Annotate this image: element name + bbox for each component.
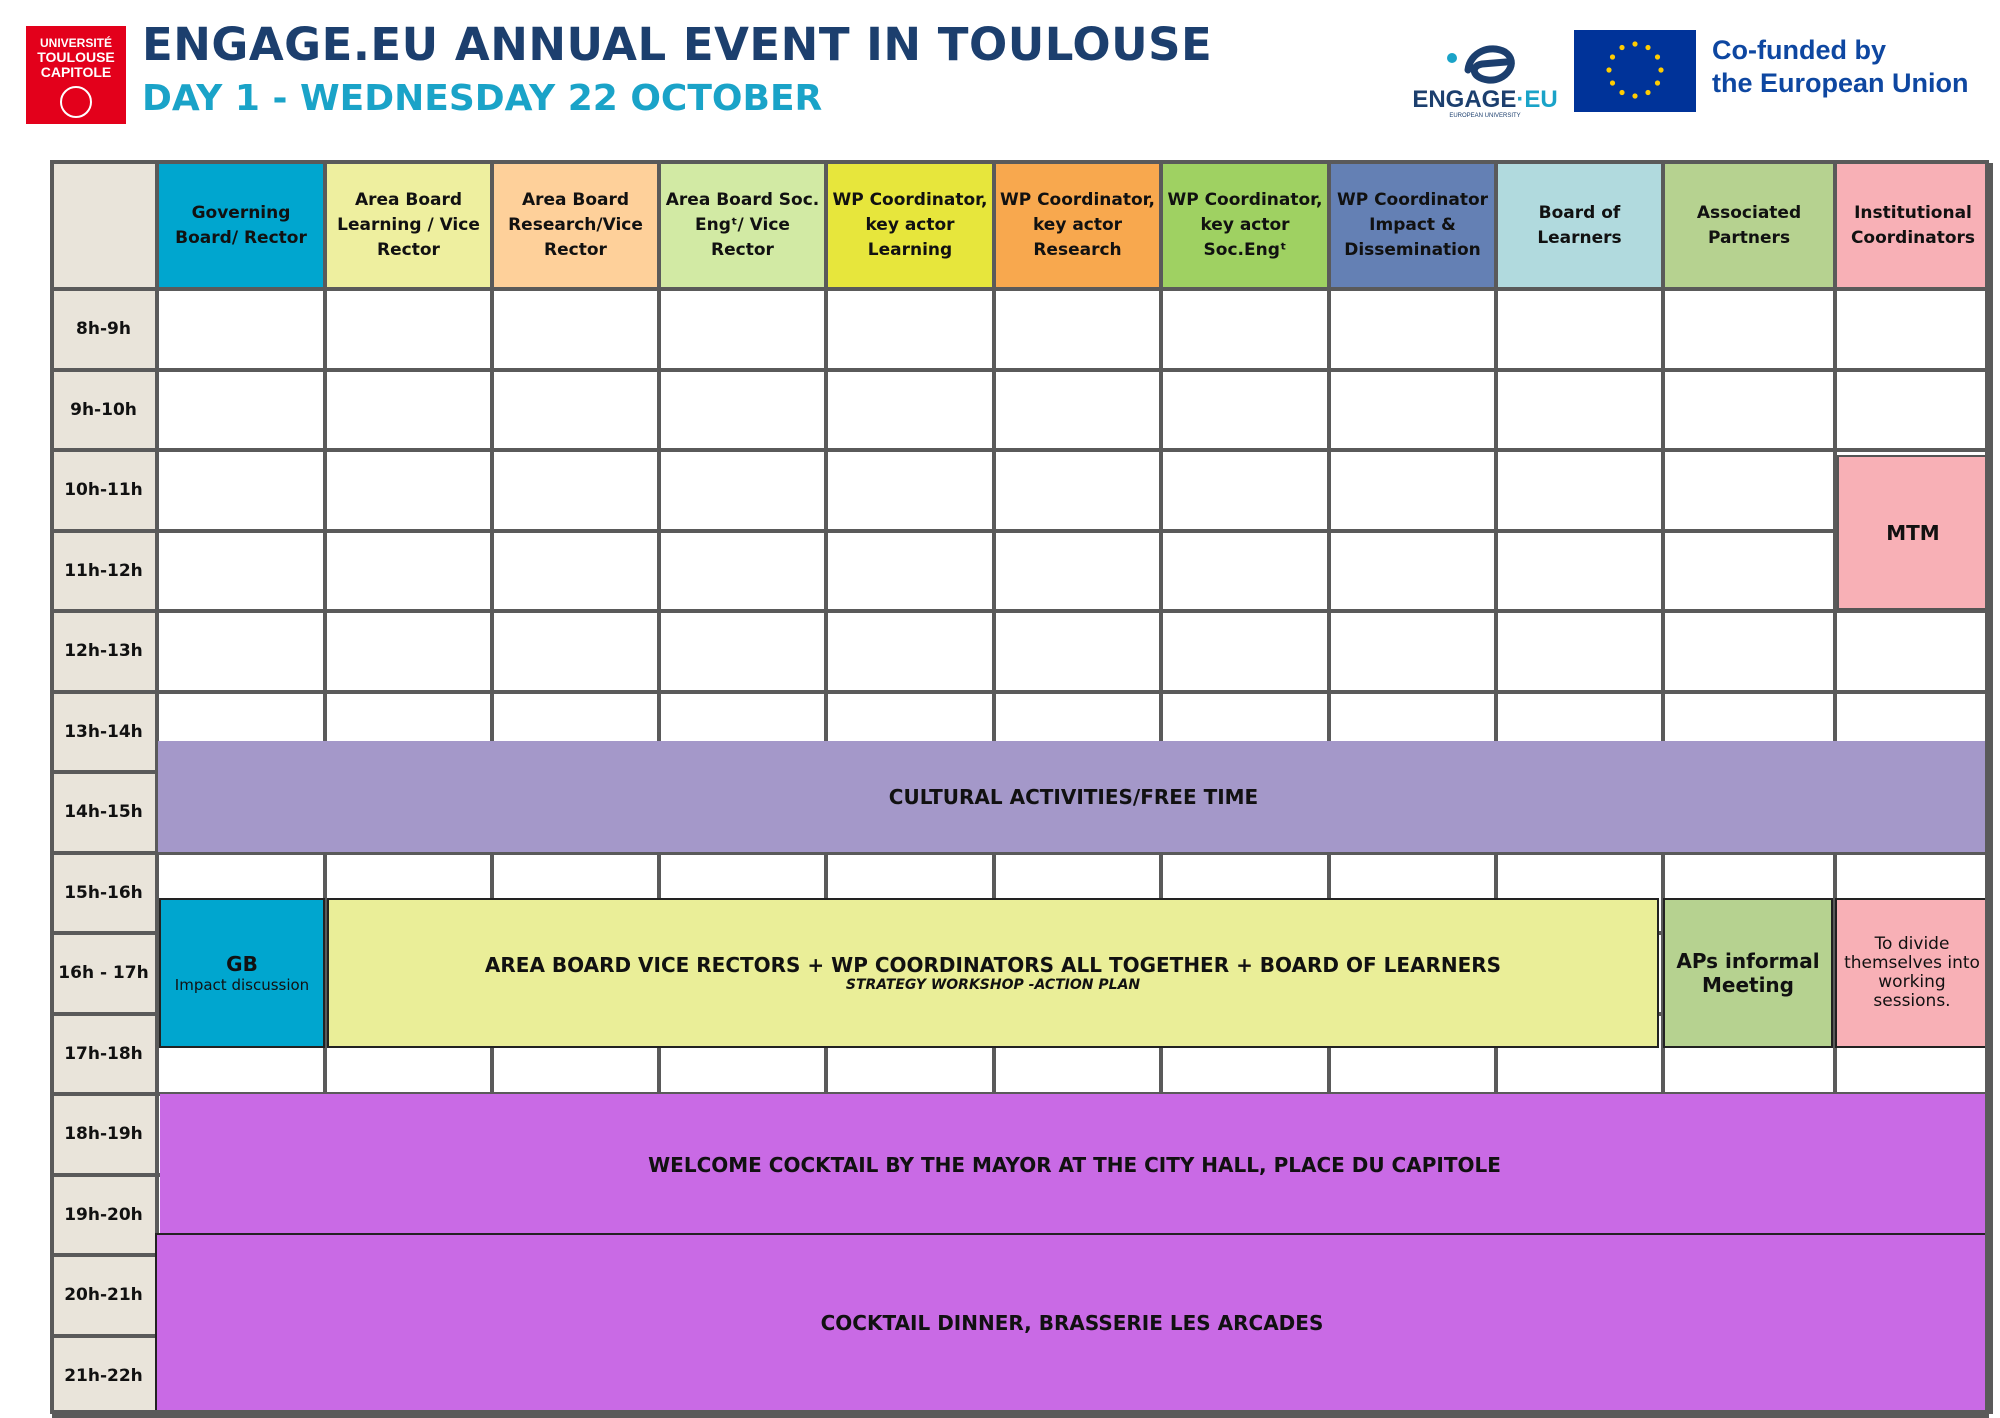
event-dinner-label: COCKTAIL DINNER, BRASSERIE LES ARCADES <box>820 1310 1324 1335</box>
event-welcome-label: WELCOME COCKTAIL BY THE MAYOR AT THE CITY HALL, PLACE DU CAPITOLE <box>648 1152 1501 1177</box>
event-strategy-workshop-label: AREA BOARD VICE RECTORS + WP COORDINATORS ALL TOGETHER + BOARD OF LEARNERS <box>484 953 1502 977</box>
column-header-area-board-research: Area Board Research/Vice Rector <box>494 163 657 288</box>
event-strategy-workshop-sub: STRATEGY WORKSHOP -ACTION PLAN <box>845 977 1141 993</box>
time-slot-label: 15h-16h <box>52 855 155 932</box>
event-aps-label: APs informal Meeting <box>1676 949 1820 997</box>
time-slot-label: 17h-18h <box>52 1016 155 1093</box>
engage-eu-tagline: EUROPEAN UNIVERSITY <box>1449 113 1521 119</box>
column-header-wp-research: WP Coordinator, key actor Research <box>996 163 1159 288</box>
time-slot-label: 16h - 17h <box>52 935 155 1012</box>
column-header-governing-board: Governing Board/ Rector <box>159 163 323 288</box>
time-slot-label: 13h-14h <box>52 694 155 771</box>
column-header-board-of-learners: Board of Learners <box>1498 163 1661 288</box>
time-slot-label: 11h-12h <box>52 533 155 610</box>
column-header-wp-impact: WP Coordinator Impact & Dissemination <box>1331 163 1494 288</box>
column-header-associated-partners: Associated Partners <box>1665 163 1833 288</box>
cofunded-label <box>1712 34 1969 100</box>
cofunded-line-2: the European Union <box>1712 68 1969 98</box>
column-header-institutional-coordinators: Institutional Coordinators <box>1837 163 1989 288</box>
column-header-wp-learning: WP Coordinator, key actor Learning <box>828 163 992 288</box>
grid-outer-border <box>50 160 1989 1414</box>
logo-line-2: TOULOUSE <box>37 49 115 65</box>
event-cultural-label: CULTURAL ACTIVITIES/FREE TIME <box>888 784 1259 809</box>
time-slot-label: 20h-21h <box>52 1257 155 1334</box>
logo-line-3: CAPITOLE <box>40 64 112 80</box>
event-gb-label: GB <box>226 952 258 976</box>
universite-toulouse-capitole-logo <box>26 26 126 124</box>
engage-eu-wordmark <box>1410 86 1560 114</box>
time-slot-label: 9h-10h <box>52 372 155 449</box>
eu-flag-icon <box>1574 30 1696 112</box>
time-slot-label: 14h-15h <box>52 774 155 851</box>
engage-wordmark-main: ENGAGE <box>1412 86 1517 113</box>
time-slot-label: 10h-11h <box>52 452 155 529</box>
column-header-area-board-learning: Area Board Learning / Vice Rector <box>327 163 490 288</box>
event-mtm-label: MTM <box>1886 520 1940 545</box>
engage-wordmark-eu: ·EU <box>1516 86 1558 113</box>
time-slot-label: 8h-9h <box>52 291 155 368</box>
page-subtitle: DAY 1 - WEDNESDAY 22 OCTOBER <box>142 78 823 119</box>
grid-vertical-line <box>1989 163 1993 1414</box>
page-title: ENGAGE.EU ANNUAL EVENT IN TOULOUSE <box>142 18 1213 71</box>
logo-line-1: UNIVERSITÉ <box>39 36 112 50</box>
grid-horizontal-line <box>52 1414 1989 1418</box>
time-slot-label: 21h-22h <box>52 1338 155 1415</box>
time-slot-label: 19h-20h <box>52 1177 155 1254</box>
column-header-wp-soc-eng: WP Coordinator, key actor Soc.Engᵗ <box>1163 163 1327 288</box>
event-gb-sub: Impact discussion <box>174 976 310 994</box>
seal-icon <box>60 86 92 118</box>
time-slot-label: 18h-19h <box>52 1096 155 1173</box>
time-slot-label: 12h-13h <box>52 613 155 690</box>
cofunded-line-1: Co-funded by <box>1712 35 1886 65</box>
column-header-area-board-soc-eng: Area Board Soc. Engᵗ/ Vice Rector <box>661 163 824 288</box>
event-working-sessions-label: To divide themselves into working sessions. <box>1844 934 1980 1011</box>
